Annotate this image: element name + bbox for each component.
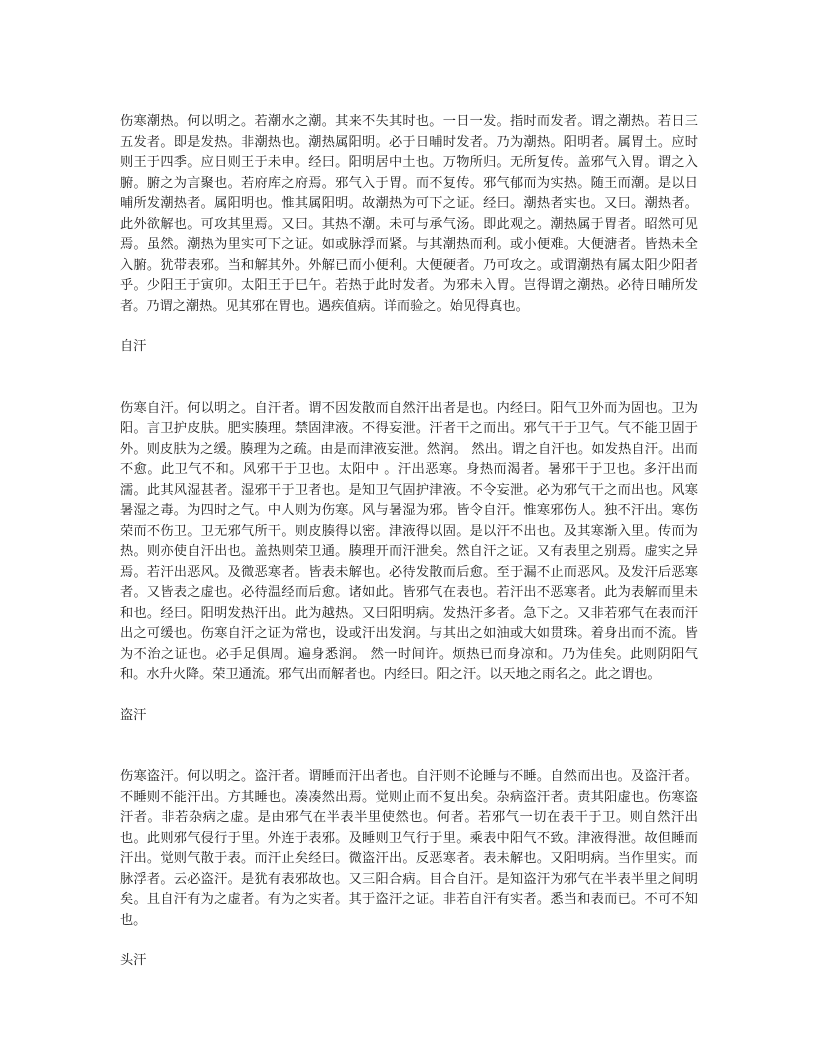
paragraph-daohan: 伤寒盗汗。何以明之。盗汗者。谓睡而汗出者也。自汗则不论睡与不睡。自然而出也。及盗汗者。不睡则不能汗出。方其睡也。凑凑然出焉。觉则止而不复出矣。杂病盗汗者。责其阳虚也。伤寒盗汗者。非若杂病之虚。是由邪气在半表半里使然也。何者。若邪气一切在表干于卫。则自然汗出也。此则邪气侵行于里。外连于表邪。及睡则卫气行于里。乘表中阳气不致。津液得泄。故但睡而汗出。觉则气散于表。而汗止矣经曰。微盗汗出。反恶寒者。表未解也。又阳明病。当作里实。而脉浮者。云必盗汗。是犹有表邪故也。又三阳合病。目合自汗。是知盗汗为邪气在半表半里之间明矣。且自汗有为之虚者。有为之实者。其于盗汗之证。非若自汗有实者。悉当和表而已。不可不知也。 [120,769,698,928]
paragraph-zihan: 伤寒自汗。何以明之。自汗者。谓不因发散而自然汗出者是也。内经曰。阳气卫外而为固也。卫为阳。言卫护皮肤。肥实腠理。禁固津液。不得妄泄。汗者干之而出。邪气干于卫气。气不能卫固于外。则皮肤为之缓。腠理为之疏。由是而津液妄泄。然润。 然出。谓之自汗也。如发热自汗。出而不愈。此卫气不和。风邪干于卫也。太阳中 。汗出恶寒。身热而渴者。暑邪干于卫也。多汗出而濡。此其风湿甚者。湿邪干于卫者也。是知卫气固护津液。不令妄泄。必为邪气干之而出也。风寒暑湿之毒。为四时之气。中人则为伤寒。风与暑湿为邪。皆令自汗。惟寒邪伤人。独不汗出。寒伤荣而不伤卫。卫无邪气所干。则皮腠得以密。津液得以固。是以汗不出也。及其寒渐入里。传而为热。则亦使自汗出也。盖热则荣卫通。腠理开而汗泄矣。然自汗之证。又有表里之别焉。虚实之异焉。若汗出恶风。及微恶寒者。皆表未解也。必待发散而后愈。至于漏不止而恶风。及发汗后恶寒者。又皆表之虚也。必待温经而后愈。诸如此。皆邪气在表也。若汗出不恶寒者。此为表解而里未和也。经曰。阳明发热汗出。此为越热。又曰阳明病。发热汗多者。急下之。又非若邪气在表而汗出之可缓也。伤寒自汗之证为常也，设或汗出发润。与其出之如油或大如贯珠。着身出而不流。皆为不治之证也。必手足俱周。遍身悉润。 然一时间许。烦热已而身凉和。乃为佳矣。此则阴阳气和。水升火降。荣卫通流。邪气出而解者也。内经曰。阳之汗。以天地之雨名之。此之谓也。 [120,400,698,682]
heading-daohan: 盗汗 [120,707,147,723]
heading-zihan: 自汗 [120,339,147,354]
document-page [120,112,698,972]
heading-touhan: 头汗 [120,953,147,968]
paragraph-chaore: 伤寒潮热。何以明之。若潮水之潮。其来不失其时也。一日一发。指时而发者。谓之潮热。若日三五发者。即是发热。非潮热也。潮热属阳明。必于日晡时发者。乃为潮热。阳明者。属胃土。应时则王于四季。应日则王于未申。经曰。阳明居中土也。万物所归。无所复传。盖邪气入胃。谓之入腑。腑之为言聚也。若府库之府焉。邪气入于胃。而不复传。邪气郁而为实热。随王而潮。是以日晡所发潮热者。属阳明也。惟其属阳明。故潮热为可下之证。经曰。潮热者实也。又曰。潮热者。此外欲解也。可攻其里焉。又曰。其热不潮。未可与承气汤。即此观之。潮热属于胃者。昭然可见焉。虽然。潮热为里实可下之证。如或脉浮而紧。与其潮热而利。或小便难。大便溏者。皆热未全入腑。犹带表邪。当和解其外。外解已而小便利。大便硬者。乃可攻之。或谓潮热有属太阳少阳者乎。少阳王于寅卯。太阳王于巳午。若热于此时发者。为邪未入胃。岂得谓之潮热。必待日晡所发者。乃谓之潮热。见其邪在胃也。遇疾值病。详而验之。始见得真也。 [120,114,698,314]
